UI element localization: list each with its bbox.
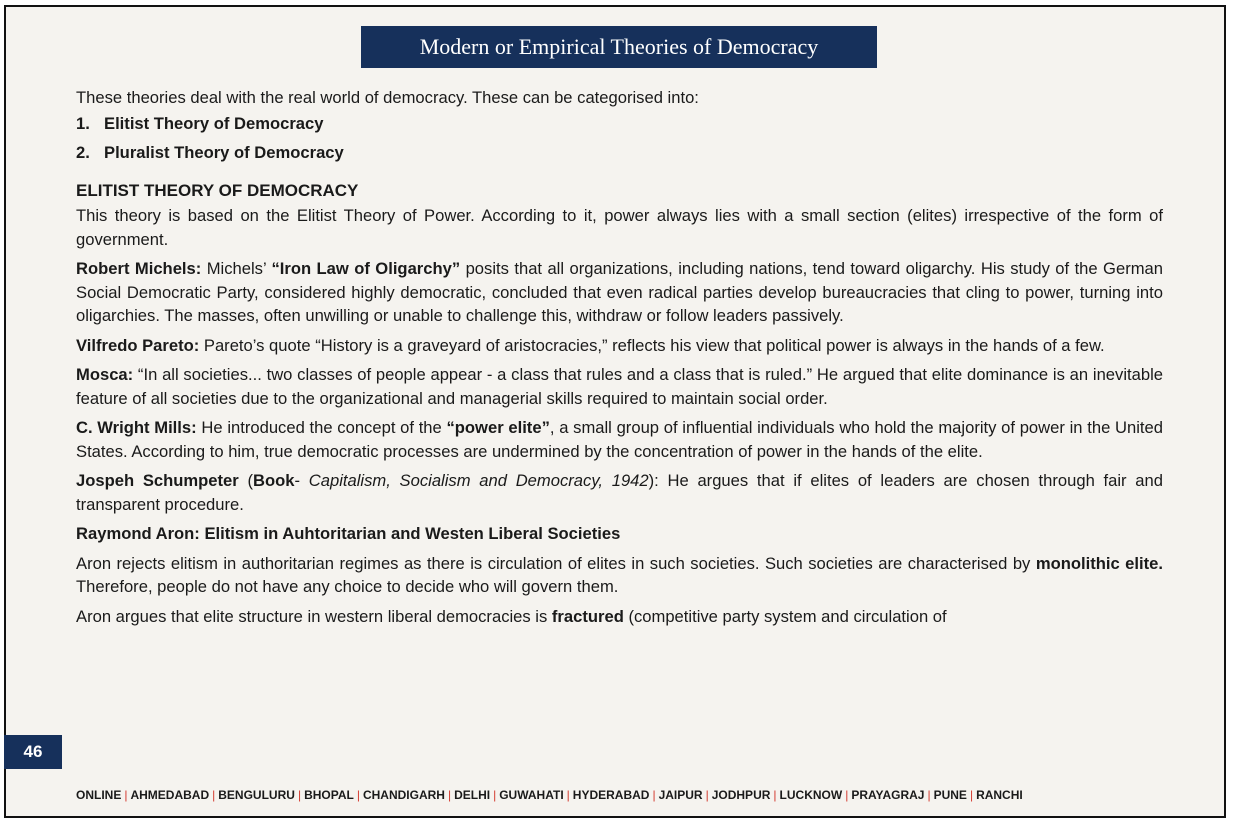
footer-location: PUNE — [933, 788, 967, 802]
footer-separator: | — [212, 788, 216, 802]
text-span: Therefore, people do not have any choice to decide who will govern them. — [76, 577, 619, 596]
bold-term: Book — [253, 471, 295, 490]
footer-separator: | — [927, 788, 931, 802]
paragraph-aron-1 — [76, 552, 1163, 599]
page-title: Modern or Empirical Theories of Democracy — [361, 26, 877, 68]
text-span: Pareto’s quote “History is a graveyard of aristocracies,” reflects his view that political power is always in the hands of a few. — [199, 335, 1105, 355]
text-span: , a small group of influential individuals who hold the majority of power in the United States. According to him, true democratic processes are undermined by the concentration of power in the hands of the elite. — [76, 418, 1163, 461]
footer-location: JAIPUR — [658, 788, 703, 802]
paragraph-aron-2 — [76, 605, 1163, 629]
text-span: He introduced the concept of the — [196, 418, 447, 437]
footer-location: GUWAHATI — [499, 788, 564, 802]
thinker-name: Vilfredo Pareto: — [76, 335, 200, 355]
main-content — [76, 86, 1163, 634]
text-span: ): He argues that if elites of leaders are chosen through fair and transparent procedure. — [76, 471, 1163, 514]
footer-separator: | — [773, 788, 777, 802]
section-heading: ELITIST THEORY OF DEMOCRACY — [76, 180, 359, 200]
subheading: Raymond Aron: Elitism in Auhtoritarian and Westen Liberal Societies — [76, 524, 621, 543]
footer-separator: | — [566, 788, 570, 802]
thinker-name: Mosca: — [76, 365, 134, 384]
text-span: Aron rejects elitism in authoritarian regimes as there is circulation of elites in such societies. Such societies are characterised by — [76, 553, 1036, 573]
bold-term: “power elite” — [446, 418, 550, 437]
list-text: Elitist Theory of Democracy — [104, 113, 324, 133]
footer-separator: | — [969, 788, 974, 802]
list-text: Pluralist Theory of Democracy — [104, 143, 344, 162]
footer-location: DELHI — [454, 788, 491, 802]
paragraph-schumpeter — [76, 469, 1163, 516]
footer-separator: | — [705, 788, 709, 802]
text-span: Aron argues that elite structure in western liberal democracies is — [76, 606, 552, 626]
bold-term: monolithic elite. — [1035, 553, 1163, 573]
footer-separator: | — [447, 788, 452, 802]
thinker-name: Robert Michels: — [76, 259, 202, 278]
text-span: Michels’ — [201, 259, 272, 278]
footer-separator: | — [124, 788, 128, 802]
paragraph-basis: This theory is based on the Elitist Theory of Power. According to it, power always lies with a small section (elites) irrespective of the form of government. — [76, 206, 1163, 249]
text-span: “In all societies... two classes of people appear - a class that rules and a class that is ruled.” He argued that elite dominance is an inevitable feature of all societies due to the organizational and managerial skills required to maintain social order. — [76, 365, 1163, 408]
footer-location: HYDERABAD — [572, 788, 650, 802]
paragraph-mosca — [76, 363, 1163, 410]
text-span: posits that all organizations, including nations, tend toward oligarchy. His study of the German Social Democratic Party, considered highly democratic, concluded that even radical parties develop bureaucracies that cling to power, turning into oligarchies. The masses, often unwilling or unable to challenge this, withdraw or follow leaders passively. — [76, 259, 1163, 325]
footer-location: JODHPUR — [711, 788, 771, 802]
list-number: 1. — [76, 113, 90, 133]
footer-separator: | — [297, 788, 302, 802]
bold-term: “Iron Law of Oligarchy” — [271, 259, 461, 278]
footer-separator: | — [652, 788, 656, 802]
thinker-name: Jospeh Schumpeter — [76, 471, 239, 490]
thinker-name: C. Wright Mills: — [76, 418, 197, 437]
list-item — [76, 141, 1163, 165]
list-number: 2. — [76, 143, 90, 162]
footer-location: PRAYAGRAJ — [851, 788, 925, 802]
footer-location: CHANDIGARH — [362, 788, 445, 802]
footer-separator: | — [356, 788, 360, 802]
footer-location: AHMEDABAD — [130, 788, 210, 802]
footer-location: ONLINE — [76, 788, 122, 802]
intro-text: These theories deal with the real world of democracy. These can be categorised into: — [76, 88, 699, 107]
text-span: ( — [238, 471, 253, 490]
bold-term: fractured — [551, 606, 624, 626]
paragraph-michels — [76, 257, 1163, 328]
footer-location: BENGULURU — [218, 788, 295, 802]
paragraph-pareto — [76, 334, 1163, 358]
footer-location: LUCKNOW — [779, 788, 843, 802]
text-span: - — [294, 471, 309, 490]
book-title: Capitalism, Socialism and Democracy, 1942 — [308, 471, 649, 490]
page-number: 46 — [4, 735, 62, 769]
list-item — [76, 112, 1163, 136]
paragraph-mills — [76, 416, 1163, 463]
footer-location: RANCHI — [976, 788, 1023, 802]
footer-location: BHOPAL — [304, 788, 354, 802]
footer-separator: | — [493, 788, 497, 802]
aron-heading — [76, 522, 1163, 546]
footer-locations — [76, 788, 1163, 802]
footer-separator: | — [845, 788, 849, 802]
text-span: (competitive party system and circulation of — [623, 606, 947, 626]
